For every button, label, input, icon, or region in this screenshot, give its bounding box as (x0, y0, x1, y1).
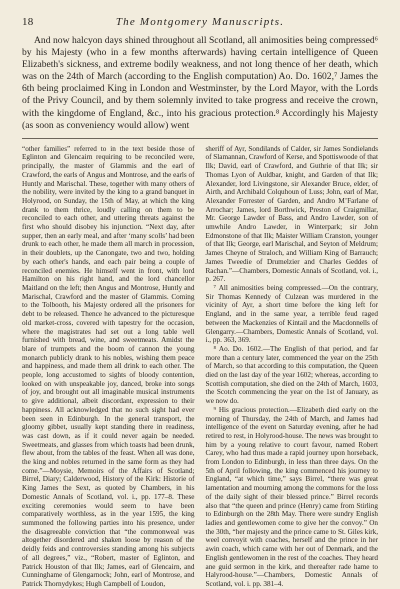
footnote-7: ⁷ All animosities being compressed.—On the contrary, Sir Thomas Kennedy of Culzean was murdered in the vicinity of Ayr, a short time before the king left for England, and in the same year, a terrible feud raged between the Mackenzies of Kintail and the Macdonnells of Glengarry.—Chambers, Domestic Annals of Scotland, vol. i., pp. 363, 369. (205, 284, 378, 345)
footnote-6-continuation: “other families” referred to in the text beside those of Eglinton and Glencairn requiring to be reconciled were, principally, the master of Glammis and the earl of Crawford, the earls of Angus and Montrose, and the earls of Huntly and Marischal. These, together with many others of the nobility, were invited by the king to a grand banquet in Holyrood, on Sunday, the 15th of May, at which the king drank to them thrice, loudly calling on them to be reconciled to each other, and uttering threats against the first who should disobey his injunction. “Next day, after supper, then an early meal, and after ‘many scolls’ had been drunk to each other, he made them all march in procession, in their doublets, up the Canongate, two and two, holding by each other's hands, and each pair being a couple of reconciled enemies. He himself went in front, with lord Hamilton on his right hand, and the lord chancellor Maitland on the left; then Angus and Montrose, Huntly and Marischal, Crawford and the master of Glammis. Coming to the Tolbooth, his Majesty ordered all the prisoners for debt to be released. Thence he advanced to the picturesque old market-cross, covered with tapestry for the occasion, where the magistrates had set out a long table well furnished with bread, wine, and sweetmeats. Amidst the blare of trumpets and the boom of cannon the young monarch publicly drank to his nobles, wishing them peace and happiness, and made them all drink to each other. The people, long accustomed to sights of bloody contention, looked on with unspeakable joy, danced, broke into songs of joy, and brought out all imaginable musical instruments to give additional, albeit discordant, expression to their happiness. All acknowledged that no such sight had ever been seen in Edinburgh. In the general transport, the gloomy gibbet, usually kept standing there in readiness, was cast down, as if it could never again be needed. Sweetmeats, and glasses from which toasts had been drunk, flew about, from the tables of the feast. When all was done, the king and nobles returned in the same form as they had come.”—Moysie, Memoirs of the Affairs of Scotland; Birrel, Diary; Calderwood, History of the Kirk: Historie of King James the Sext, as quoted by Chambers, in his Domestic Annals of Scotland, vol. i., pp. 177–8. These exciting ceremonies would seem to have been comparatively worthless, as in the year 1595, the king summoned the following parties into his presence, under the disagreeable conviction that “the commonweal was altogether disordered and shaken loose by reason of the deidly feids and controversies standing among his subjects of all degrees,” viz., “Robert, master of Eglinton, and Patrick Houston of that Ilk; James, earl of Glencairn, and Cunninghame of Glengarnock; John, earl of Montrose, and Patrick Thornydykes; Hugh Campbell of Loudon, (22, 144, 195, 588)
footnote-6-end: sheriff of Ayr, Sondilands of Calder, sir James Sondielands of Slamannan, Crawford of Kerse, and Spottiswoode of that Ilk; David, earl of Crawford, and Guthrie of that Ilk; sir Thomas Lyon of Auldbar, knight, and Garden of that Ilk; Alexander, lord Livingstone, sir Alexander Bruce, elder, of Airth, and Archibald Colquhoun of Luss; John, earl of Mar, Alexander Forrester of Garden, and Andro M’Farlane of Arrochar; James, lord Borthwick, Preston of Craigmillar, Mr. George Lawder of Bass, and Andro Lawder, son of umwhile Andro Lawder, in Winterpark; sir John Edmonstone of that Ilk; Maister William Cranston, younger of that Ilk; George, earl Marischal, and Seyton of Meldrum; James Cheyne of Straloch, and William King of Barrauch; James Tweedie of Drumelzier and Charles Geddes of Rachan.”—Chambers, Domestic Annals of Scotland, vol. i., p. 267. (205, 144, 378, 284)
running-head (22, 16, 378, 28)
main-paragraph: And now halcyon days shined throughout all Scotland, all animosities being compressed⁶ by his Majesty (who in a few months afterwards) having certain intelligence of Queen Elizabeth's sickness, and extreme bodily weakness, and not long thence of her death, which was on the 24th of March (according to the English computation) Ao. Do. 1602,⁷ James the 6th being proclaimed King in London and Westminster, by the Lord Mayor, with the Lords of the Privy Council, and by them solemnly invited to take progress and receive the crown, with the kingdome of England, &c., into his gracious protection.⁸ Accordingly his Majesty (as soon as conveniency would allow) went (22, 35, 378, 131)
main-text (22, 35, 378, 132)
footnote-column-left (22, 145, 195, 589)
page-number: 18 (22, 16, 34, 28)
footnote-9: ⁹ His gracious protection.—Elizabeth died early on the morning of Thursday, the 24th of March, and James had intelligence of the event on Saturday evening, after he had retired to rest, in Holyrood-house. The news was brought to him by a young relative to court favour, named Robert Carey, who had thus made a rapid journey upon horseback, from London to Edinburgh, in less than three days. On the 5th of April following, the king commenced his journey to England, “at which time,” says Birrel, “there was great lamentation and mourning among the commons for the loss of the daily sight of their blessed prince.” Birrel records also that “the queen and prince (Henry) came from Stirling to Edinburgh on the 28th May. There were sundry English ladies and gentlewomen come to give her the convoy.” On the 30th, “her majesty and the prince came to St. Giles kirk, weel convoyit with coaches, herself and the prince in her awin coach, which came with her out of Denmark, and the English gentlewomen in the rest of the coaches. They heard ane guid sermon in the kirk, and thereafter rade hame to Halyrood-house.”—Chambers, Domestic Annals of Scotland, vol. i. pp. 381–4. (205, 405, 378, 588)
footnote-8: ⁸ Ao. Do. 1602.—The English of that period, and far more than a century later, commenced the year on the 25th of March, so that according to this computation, the Queen died on the last day of the year 1602; whereas, according to Scottish computation, she died on the 24th of March, 1603, the Scotch commencing the year on the 1st of January, as we now do. (205, 344, 378, 406)
running-title: The Montgomery Manuscripts. (115, 16, 285, 28)
footnote-column-right (206, 145, 379, 589)
footnote-rule (22, 138, 378, 139)
footnotes (22, 145, 378, 589)
